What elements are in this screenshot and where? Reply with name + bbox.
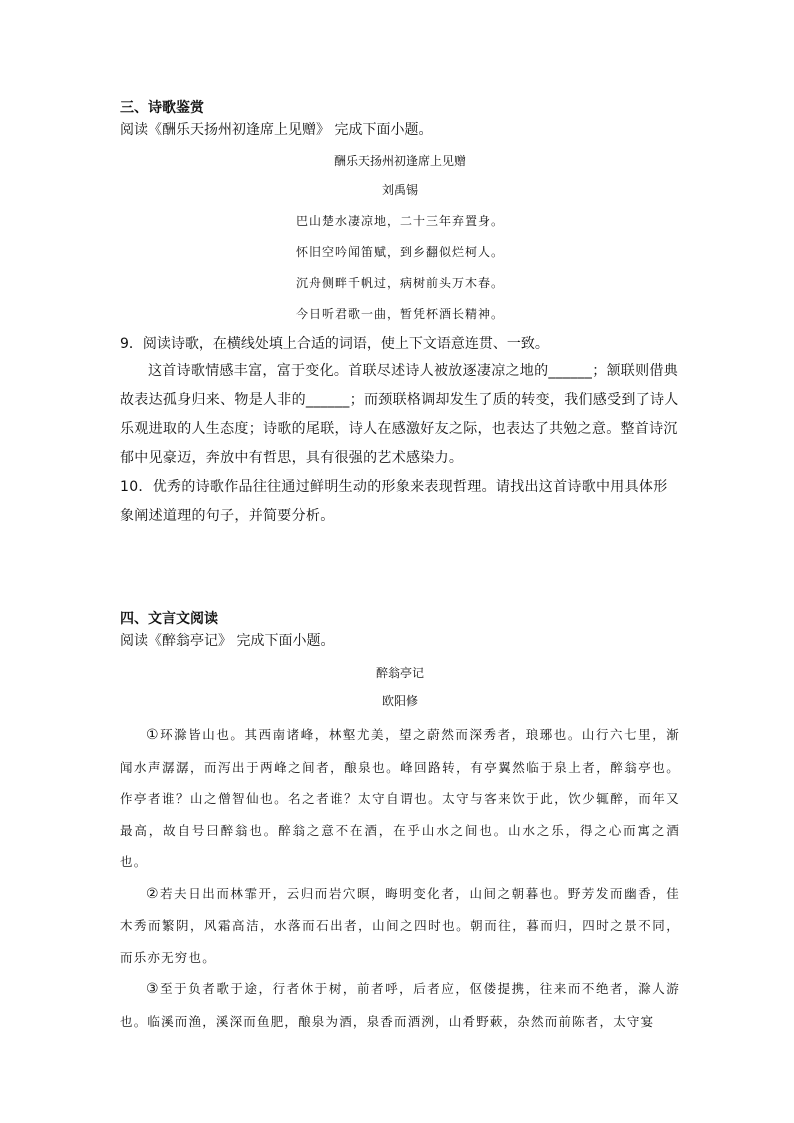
paragraph-number: ③: [146, 981, 161, 997]
poem-title: 酬乐天扬州初逢席上见赠: [333, 154, 466, 168]
essay-paragraph-1: [120, 719, 680, 878]
question-9-passage: 这首诗歌情感丰富，富于变化。首联尽述诗人被放逐凄凉之地的______；颔联则借典故表达孤身归来、物是人非的______；而颈联格调却发生了质的转变，我们感受到了诗人乐观进取的人生态度；诗歌的尾联，诗人在感激好友之际，也表达了共勉之意。整首诗沉郁中见豪迈，奔放中有哲思，具有很强的艺术感染力。: [120, 363, 679, 466]
section-3-title: 三、诗歌鉴赏: [120, 100, 204, 116]
poem-line-1: 巴山楚水凄凉地，二十三年弃置身。: [295, 214, 504, 228]
section-4-intro: 阅读《醉翁亭记》 完成下面小题。: [120, 633, 335, 649]
essay-paragraph-2: [120, 878, 680, 974]
paragraph-text: 至于负者歌于途，行者休于树，前者呼，后者应，伛偻提携，往来而不绝者，滁人游也。临溪而渔，溪深而鱼肥，酿泉为酒，泉香而酒洌，山肴野蔌，杂然而前陈者，太守宴: [120, 981, 680, 1029]
poem-line-2: 怀旧空吟闻笛赋，到乡翻似烂柯人。: [295, 245, 504, 259]
paragraph-text: 若夫日出而林霏开，云归而岩穴暝，晦明变化者，山间之朝暮也。野芳发而幽香，佳木秀而繁阴，风霜高洁，水落而石出者，山间之四时也。朝而往，暮而归，四时之景不同，而乐亦无穷也。: [120, 885, 680, 965]
poem-line-3: 沉舟侧畔千帆过，病树前头万木春。: [295, 276, 504, 290]
poem-author: 刘禹锡: [381, 183, 418, 197]
paragraph-text: 环滁皆山也。其西南诸峰，林壑尤美，望之蔚然而深秀者，琅琊也。山行六七里，渐闻水声潺潺，而泻出于两峰之间者，酿泉也。峰回路转，有亭翼然临于泉上者，醉翁亭也。作亭者谁？山之僧智仙也。名之者谁？太守自谓也。太守与客来饮于此，饮少辄醉，而年又最高，故自号曰醉翁也。醉翁之意不在酒，在乎山水之间也。山水之乐，得之心而寓之酒也。: [120, 727, 680, 869]
section-4-title: 四、文言文阅读: [120, 611, 218, 627]
question-10-stem: 10．优秀的诗歌作品往往通过鲜明生动的形象来表现哲理。请找出这首诗歌中用具体形象阐述道理的句子，并简要分析。: [120, 479, 668, 524]
document-page: [120, 98, 680, 1037]
section-3-intro: 阅读《酬乐天扬州初逢席上见赠》 完成下面小题。: [120, 122, 433, 138]
paragraph-number: ②: [146, 885, 161, 902]
essay-paragraph-3: [120, 973, 680, 1037]
essay-title: 醉翁亭记: [375, 666, 424, 680]
question-9-stem: 9．阅读诗歌，在横线处填上合适的词语，使上下文语意连贯、一致。: [120, 336, 549, 352]
paragraph-number: ①: [146, 727, 161, 743]
essay-author: 欧阳修: [381, 694, 418, 708]
poem-line-4: 今日听君歌一曲，暂凭杯酒长精神。: [295, 307, 504, 321]
